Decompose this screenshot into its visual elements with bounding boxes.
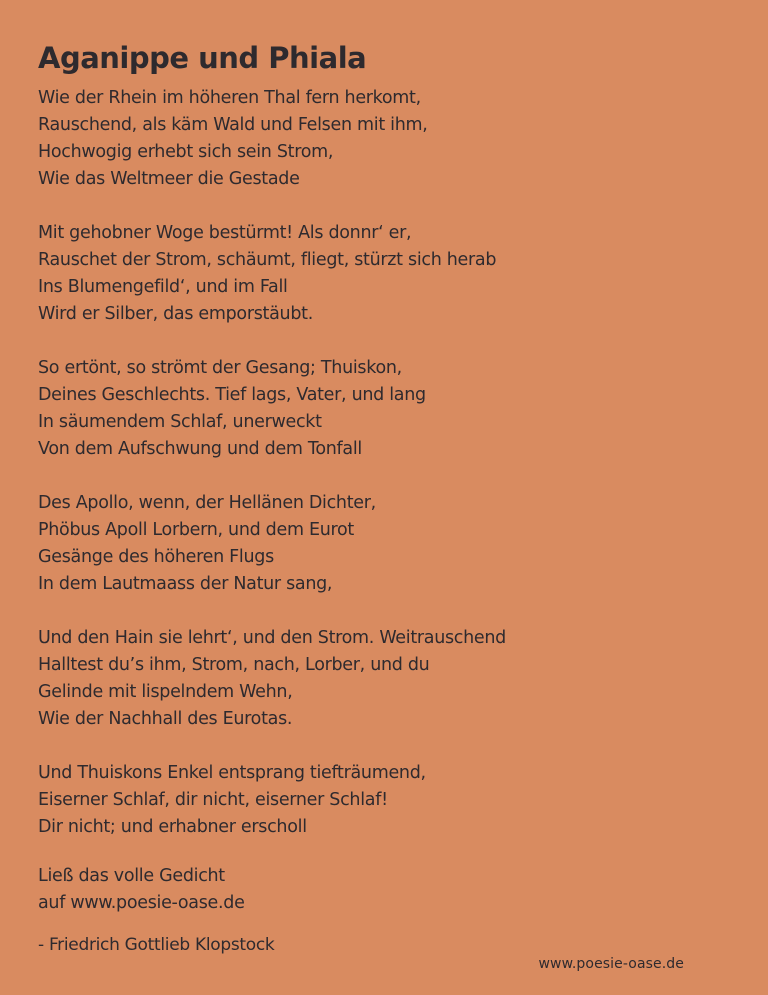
poem-line: So ertönt, so strömt der Gesang; Thuiskon, bbox=[38, 358, 402, 378]
read-full-poem-note bbox=[38, 863, 245, 917]
poem-line: Wie der Rhein im höheren Thal fern herkomt, bbox=[38, 88, 421, 108]
cta-link[interactable]: auf www.poesie-oase.de bbox=[38, 893, 245, 913]
poem-line: Gesänge des höheren Flugs bbox=[38, 547, 274, 567]
poem-line: Eiserner Schlaf, dir nicht, eiserner Schlaf! bbox=[38, 790, 388, 810]
poem-line: Halltest du’s ihm, Strom, nach, Lorber, und du bbox=[38, 655, 430, 675]
poem-line: In dem Lautmaass der Natur sang, bbox=[38, 574, 333, 594]
poem-body bbox=[38, 85, 738, 868]
cta-line: Ließ das volle Gedicht bbox=[38, 866, 225, 886]
poem-line: Ins Blumengefild‘, und im Fall bbox=[38, 277, 288, 297]
poem-line: Wie das Weltmeer die Gestade bbox=[38, 169, 300, 189]
stanza-2 bbox=[38, 220, 738, 328]
stanza-1 bbox=[38, 85, 738, 193]
poem-line: Dir nicht; und erhabner erscholl bbox=[38, 817, 307, 837]
stanza-3 bbox=[38, 355, 738, 463]
poem-line: Rauschend, als käm Wald und Felsen mit ihm, bbox=[38, 115, 428, 135]
author-credit: - Friedrich Gottlieb Klopstock bbox=[38, 935, 275, 955]
stanza-4 bbox=[38, 490, 738, 598]
stanza-6 bbox=[38, 760, 738, 841]
footer-website-link[interactable]: www.poesie-oase.de bbox=[538, 956, 684, 972]
poem-line: Und den Hain sie lehrt‘, und den Strom. Weitrauschend bbox=[38, 628, 506, 648]
poem-line: Von dem Aufschwung und dem Tonfall bbox=[38, 439, 362, 459]
poem-line: Rauschet der Strom, schäumt, fliegt, stürzt sich herab bbox=[38, 250, 497, 270]
poem-line: Gelinde mit lispelndem Wehn, bbox=[38, 682, 293, 702]
poem-line: Des Apollo, wenn, der Hellänen Dichter, bbox=[38, 493, 376, 513]
poem-line: Phöbus Apoll Lorbern, und dem Eurot bbox=[38, 520, 354, 540]
poem-line: Wie der Nachhall des Eurotas. bbox=[38, 709, 293, 729]
poem-line: In säumendem Schlaf, unerweckt bbox=[38, 412, 322, 432]
poem-line: Wird er Silber, das emporstäubt. bbox=[38, 304, 313, 324]
poem-title: Aganippe und Phiala bbox=[38, 41, 367, 75]
poem-line: Hochwogig erhebt sich sein Strom, bbox=[38, 142, 334, 162]
poem-line: Mit gehobner Woge bestürmt! Als donnr‘ er, bbox=[38, 223, 412, 243]
poem-line: Und Thuiskons Enkel entsprang tiefträumend, bbox=[38, 763, 426, 783]
poem-line: Deines Geschlechts. Tief lags, Vater, und lang bbox=[38, 385, 426, 405]
stanza-5 bbox=[38, 625, 738, 733]
